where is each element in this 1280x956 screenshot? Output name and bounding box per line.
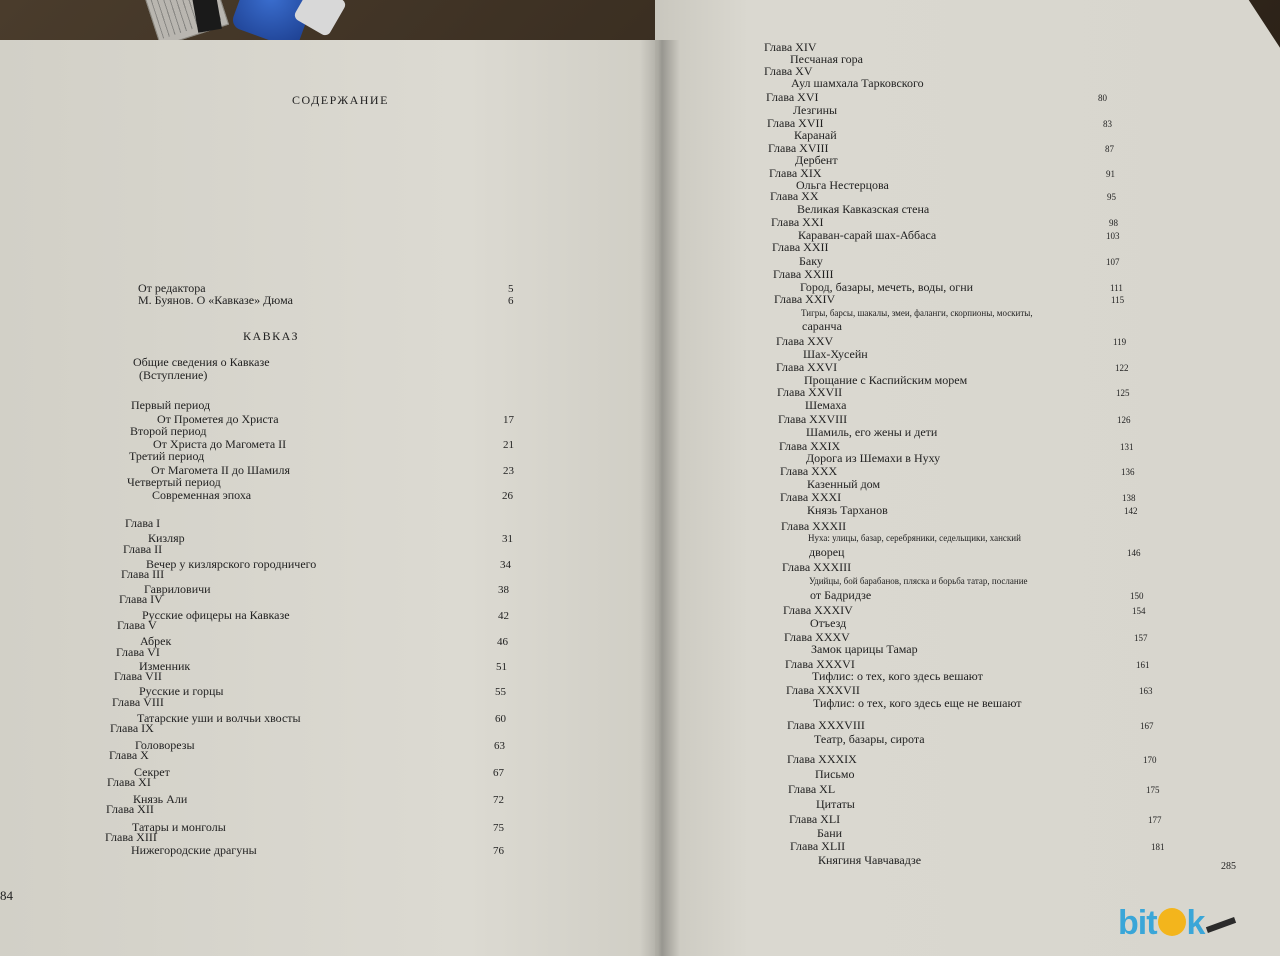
right-toc-entry-text: Глава XIX [769, 166, 822, 180]
left-toc-entry-text: От Магомета II до Шамиля [151, 463, 290, 477]
left-toc-entry-text: Общие сведения о Кавказе [133, 355, 270, 369]
left-toc-entry-text: Третий период [129, 449, 205, 463]
right-toc-entry-text: Песчаная гора [790, 52, 863, 66]
right-toc-entry-text: Глава XXXIV [783, 603, 853, 617]
right-toc-entry-text: Глава XXII [772, 240, 829, 254]
left-toc-entry-text: Глава IV [119, 592, 163, 606]
right-toc-entry-page-number: 115 [1111, 295, 1125, 305]
left-toc-entry-text: От Христа до Магомета II [153, 437, 287, 451]
right-toc-entry-text: Баку [799, 254, 823, 268]
right-toc-entry-text: Глава XVIII [768, 141, 829, 155]
right-toc-entry-text: Шах-Хусейн [803, 347, 868, 361]
right-toc-entry-page-number: 95 [1107, 192, 1116, 202]
right-toc-entry-text: Глава XXIII [773, 267, 834, 281]
right-toc-entry-text: Глава XXIX [779, 439, 841, 453]
left-toc-entry-text: Татарские уши и волчьи хвосты [137, 711, 301, 725]
watermark-text-1: bit [1118, 904, 1157, 942]
right-toc-entry-text: Глава XXVII [777, 385, 843, 399]
left-toc-entry-text: Кизляр [148, 531, 185, 545]
right-toc-entry-text: Шамиль, его жены и дети [806, 425, 938, 439]
right-toc-entry-text: Глава XXI [771, 215, 824, 229]
left-toc-entry-text: Гавриловичи [144, 582, 211, 596]
left-toc-entry-text: Глава IX [110, 721, 154, 735]
left-toc-entry-text: Первый период [131, 398, 211, 412]
left-toc-entry-text: Татары и монголы [132, 820, 226, 834]
right-toc-entry-text: Князь Тарханов [807, 503, 888, 517]
left-toc-entry-text: Второй период [130, 424, 207, 438]
right-toc-entry-text: Глава XXVI [776, 360, 838, 374]
right-toc-entry-text: саранча [802, 319, 842, 333]
book-gutter [640, 40, 680, 956]
right-toc-entry-text: Глава XV [764, 64, 813, 78]
right-toc-entry-text: Аул шамхала Тарковского [791, 76, 924, 90]
right-toc-entry-page-number: 126 [1117, 415, 1131, 425]
right-toc-entry-text: Глава XXXIX [787, 752, 857, 766]
right-toc-entry-text: Глава XXXV [784, 630, 850, 644]
right-toc-entry-text: Глава XVII [767, 116, 824, 130]
pen-cap [192, 0, 222, 33]
right-toc-entry-text: Письмо [815, 767, 855, 781]
left-toc-entry-text: Глава XIII [105, 830, 157, 844]
left-toc-entry-page-number: 63 [494, 740, 505, 752]
left-toc-entry-text: Секрет [134, 765, 170, 779]
left-toc-entry-page-number: 55 [495, 686, 506, 698]
right-toc-entry-text: Глава XX [770, 189, 819, 203]
right-toc-entry-text: Глава XXXII [781, 519, 847, 533]
right-toc-entry-text: Каранай [794, 128, 837, 142]
left-toc-entry-page-number: 51 [496, 661, 507, 673]
right-page [655, 0, 1280, 956]
right-toc-entry-text: Тигры, барсы, шакалы, змеи, фаланги, скорпионы, москиты, [801, 308, 1033, 318]
right-toc-entry-page-number: 119 [1113, 337, 1127, 347]
right-toc-entry-page-number: 80 [1098, 93, 1107, 103]
right-toc-entry-text: Город, базары, мечеть, воды, огни [800, 280, 974, 294]
right-toc-entry-text: Глава XIV [764, 40, 817, 54]
left-toc-entry-text: От редактора [138, 281, 206, 295]
right-toc-entry-text: Глава XXIV [774, 292, 836, 306]
left-toc-entry-text: Князь Али [133, 792, 188, 806]
left-toc-entry-text: КАВКАЗ [243, 329, 300, 343]
right-toc-entry-text: Дербент [795, 153, 838, 167]
left-toc-entry-text: Головорезы [135, 738, 195, 752]
contents-heading: СОДЕРЖАНИЕ [292, 93, 389, 107]
left-toc-entry-page-number: 26 [502, 490, 513, 502]
left-toc-entry-page-number: 21 [503, 439, 514, 451]
left-page [0, 40, 665, 956]
left-toc-entry-page-number: 34 [500, 559, 511, 571]
watermark-text-2: k [1186, 904, 1205, 942]
left-toc-entry-page-number: 76 [493, 845, 504, 857]
right-toc-entry-text: Прощание с Каспийским морем [804, 373, 968, 387]
left-toc-entry-page-number: 6 [508, 295, 514, 307]
left-toc-entry-page-number: 75 [493, 822, 504, 834]
left-toc-entry-text: Изменник [139, 659, 191, 673]
right-toc-entry-page-number: 83 [1103, 119, 1112, 129]
left-toc-entry-text: Глава X [109, 748, 149, 762]
right-toc-entry-text: Замок царицы Тамар [811, 642, 918, 656]
right-toc-entry-text: Глава XXX [780, 464, 838, 478]
right-toc-entry-page-number: 146 [1127, 548, 1141, 558]
left-toc-entry-page-number: 23 [503, 465, 514, 477]
right-toc-entry-text: Удийцы, бой барабанов, пляска и борьба татар, послание [809, 576, 1028, 586]
right-toc-entry-text: Лезгины [793, 103, 838, 117]
right-toc-entry-page-number: 103 [1106, 231, 1120, 241]
left-toc-entry-text: Абрек [140, 634, 172, 648]
right-toc-entry-text: Глава XXXVII [786, 683, 860, 697]
right-toc-entry-text: Глава XL [788, 782, 836, 796]
right-toc-entry-page-number: 175 [1146, 785, 1160, 795]
left-toc-entry-text: Глава VIII [112, 695, 164, 709]
left-toc-entry-text: Русские офицеры на Кавказе [142, 608, 290, 622]
right-toc-entry-text: Бани [817, 826, 843, 840]
right-toc-entry-text: Глава XXXVIII [787, 718, 865, 732]
left-toc-entry-page-number: 72 [493, 794, 504, 806]
site-watermark [1118, 904, 1236, 943]
right-toc-entry-page-number: 91 [1106, 169, 1115, 179]
right-toc-entry-page-number: 98 [1109, 218, 1118, 228]
right-toc-entry-page-number: 122 [1115, 363, 1129, 373]
right-toc-entry-page-number: 125 [1116, 388, 1130, 398]
left-toc-entry-text: Глава III [121, 567, 165, 581]
right-toc-entry-text: Казенный дом [807, 477, 881, 491]
right-toc-entry-text: Княгиня Чавчавадзе [818, 853, 922, 867]
right-toc-entry-text: дворец [809, 545, 845, 559]
right-toc-entry-text: Глава XXXIII [782, 560, 852, 574]
right-toc-entry-text: Караван-сарай шах-Аббаса [798, 228, 937, 242]
right-toc-entry-page-number: 170 [1143, 755, 1157, 765]
left-toc-entry-text: Русские и горцы [139, 684, 224, 698]
left-toc-entry-text: Глава VII [114, 669, 162, 683]
right-toc-entry-text: Дорога из Шемахи в Нуху [806, 451, 941, 465]
right-toc-entry-text: Глава XXXVI [785, 657, 855, 671]
right-toc-entry-page-number: 142 [1124, 506, 1138, 516]
left-toc-entry-page-number: 17 [503, 414, 514, 426]
left-toc-entry-page-number: 5 [508, 283, 514, 295]
left-toc-entry-text: Глава II [123, 542, 163, 556]
right-toc-entry-text: Глава XXXI [780, 490, 842, 504]
right-toc-entry-text: Глава XXVIII [778, 412, 848, 426]
left-toc-entry-text: Вечер у кизлярского городничего [146, 557, 317, 571]
right-toc-entry-text: Глава XXV [776, 334, 834, 348]
left-toc-entry-page-number: 67 [493, 767, 504, 779]
right-toc-entry-page-number: 154 [1132, 606, 1146, 616]
left-page-number: 84 [0, 888, 13, 903]
right-page-number: 285 [1221, 861, 1236, 872]
right-toc-entry-page-number: 167 [1140, 721, 1154, 731]
right-toc-entry-page-number: 161 [1136, 660, 1150, 670]
left-toc-entry-page-number: 60 [495, 713, 506, 725]
right-toc-entry-text: Великая Кавказская стена [797, 202, 930, 216]
right-toc-entry-text: Отъезд [810, 616, 847, 630]
right-toc-entry-text: Глава XLI [789, 812, 841, 826]
right-toc-entry-text: Тифлис: о тех, кого здесь еще не вешают [813, 696, 1022, 710]
right-toc-entry-text: Тифлис: о тех, кого здесь вешают [812, 669, 983, 683]
watermark-logo-icon [1158, 908, 1186, 936]
left-toc-entry-page-number: 46 [497, 636, 508, 648]
right-toc-entry-text: от Бадридзе [810, 588, 872, 602]
left-toc-entry-text: От Прометея до Христа [157, 412, 279, 426]
right-toc-entry-page-number: 136 [1121, 467, 1135, 477]
left-toc-entry-text: Глава XI [107, 775, 151, 789]
left-toc-entry-text: Глава V [117, 618, 157, 632]
left-toc-entry-text: М. Буянов. О «Кавказе» Дюма [138, 293, 293, 307]
left-toc-entry-text: Глава I [125, 516, 161, 530]
right-toc-entry-page-number: 131 [1120, 442, 1134, 452]
right-toc-entry-page-number: 163 [1139, 686, 1153, 696]
left-toc-entry-text: Глава XII [106, 802, 154, 816]
right-toc-entry-text: Театр, базары, сирота [814, 732, 925, 746]
right-toc-entry-page-number: 87 [1105, 144, 1114, 154]
right-toc-entry-page-number: 111 [1110, 283, 1123, 293]
right-toc-entry-page-number: 107 [1106, 257, 1120, 267]
right-toc-entry-text: Глава XLII [790, 839, 846, 853]
right-toc-entry-page-number: 150 [1130, 591, 1144, 601]
right-toc-entry-text: Цитаты [816, 797, 855, 811]
right-toc-entry-text: Нуха: улицы, базар, серебряники, седельщики, ханский [808, 533, 1021, 543]
left-toc-entry-text: (Вступление) [139, 368, 208, 382]
right-toc-entry-page-number: 181 [1151, 842, 1165, 852]
left-toc-entry-text: Глава VI [116, 645, 160, 659]
left-toc-entry-text: Нижегородские драгуны [131, 843, 257, 857]
left-toc-entry-text: Современная эпоха [152, 488, 252, 502]
left-toc-entry-page-number: 38 [498, 584, 509, 596]
right-toc-entry-page-number: 177 [1148, 815, 1162, 825]
left-toc-entry-page-number: 31 [502, 533, 513, 545]
hammer-icon [1206, 917, 1236, 933]
right-toc-entry-page-number: 157 [1134, 633, 1148, 643]
right-toc-entry-text: Шемаха [805, 398, 847, 412]
right-toc-entry-text: Глава XVI [766, 90, 819, 104]
right-toc-entry-page-number: 138 [1122, 493, 1136, 503]
left-toc-entry-page-number: 42 [498, 610, 509, 622]
right-toc-entry-text: Ольга Нестерцова [796, 178, 889, 192]
left-toc-entry-text: Четвертый период [127, 475, 221, 489]
